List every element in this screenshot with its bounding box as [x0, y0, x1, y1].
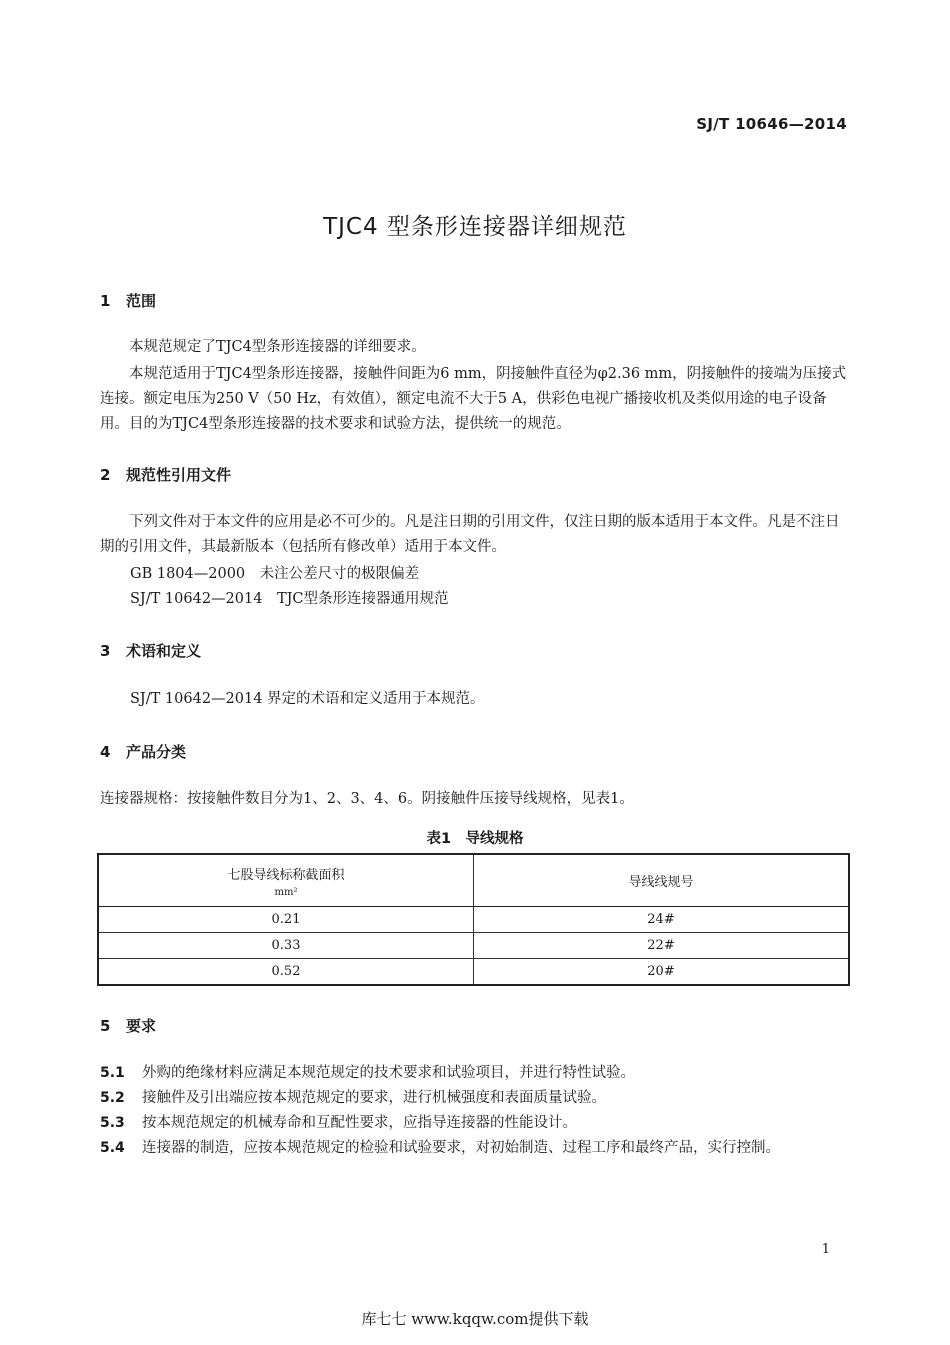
- standard-code: SJ/T 10646—2014: [696, 115, 847, 133]
- section-title: 产品分类: [126, 743, 187, 761]
- section-1-para-2: 本规范适用于TJC4型条形连接器，接触件间距为6 mm，阴接触件直径为φ2.36 mm，阴接触件的接端为压接式连接。额定电压为250 V（50 Hz，有效值），额定电流不大于5 A，供彩色电视广播接收机及类似用途的电子设备用。目的为TJC4型条形连接器的技术要求和试验方法，提供统一的规范。: [100, 366, 847, 432]
- section-3-heading: [100, 640, 201, 661]
- section-4-para: 连接器规格：按接触件数目分为1、2、3、4、6。阴接触件压接导线规格，见表1。: [100, 791, 634, 807]
- section-3-para: SJ/T 10642—2014 界定的术语和定义适用于本规范。: [130, 691, 485, 707]
- requirement-item: [100, 1136, 850, 1161]
- section-number: 5: [100, 1017, 111, 1035]
- table-cell-gauge: 20#: [474, 959, 850, 986]
- reference-item: GB 1804—2000 未注公差尺寸的极限偏差: [130, 566, 420, 582]
- section-number: 3: [100, 642, 111, 660]
- requirement-text: 外购的绝缘材料应满足本规范规定的技术要求和试验项目，并进行特性试验。: [142, 1065, 635, 1081]
- section-title: 要求: [126, 1017, 157, 1035]
- table-row: [98, 933, 849, 959]
- section-number: 2: [100, 466, 111, 484]
- section-number: 1: [100, 292, 111, 310]
- requirement-item: [100, 1086, 850, 1111]
- section-number: 4: [100, 743, 111, 761]
- requirement-text: 按本规范规定的机械寿命和互配性要求，应指导连接器的性能设计。: [142, 1115, 577, 1131]
- table-cell-area: 0.33: [98, 933, 474, 959]
- table-cell-area: 0.52: [98, 959, 474, 986]
- section-2-para: 下列文件对于本文件的应用是必不可少的。凡是注日期的引用文件，仅注日期的版本适用于本文件。凡是不注日期的引用文件，其最新版本（包括所有修改单）适用于本文件。: [100, 514, 840, 555]
- requirement-text: 连接器的制造，应按本规范规定的检验和试验要求，对初始制造、过程工序和最终产品，实行控制。: [142, 1140, 780, 1156]
- requirement-item: [100, 1111, 850, 1136]
- section-1-heading: [100, 290, 156, 311]
- table-row: [98, 959, 849, 986]
- section-title: 术语和定义: [126, 642, 202, 660]
- table-row: [98, 907, 849, 933]
- table-cell-gauge: 22#: [474, 933, 850, 959]
- section-2-heading: [100, 464, 231, 485]
- section-1-para-1: 本规范规定了TJC4型条形连接器的详细要求。: [129, 339, 426, 355]
- reference-item: SJ/T 10642—2014 TJC型条形连接器通用规范: [130, 591, 449, 607]
- section-4-heading: [100, 741, 186, 762]
- document-title: TJC4 型条形连接器详细规范: [323, 214, 627, 240]
- table-caption: 表1 导线规格: [426, 831, 524, 847]
- section-5-heading: [100, 1015, 156, 1036]
- table-cell-gauge: 24#: [474, 907, 850, 933]
- table-header-row: [98, 854, 849, 907]
- column-header-area: [98, 854, 474, 907]
- requirement-number: 5.2: [100, 1090, 125, 1106]
- requirement-number: 5.4: [100, 1140, 125, 1156]
- wire-spec-table: [97, 853, 850, 986]
- section-title: 规范性引用文件: [126, 466, 232, 484]
- column-header-label: 七股导线标称截面积: [227, 867, 345, 883]
- requirement-item: [100, 1061, 850, 1086]
- section-title: 范围: [126, 292, 157, 310]
- column-header-unit: mm²: [274, 886, 298, 898]
- column-header-gauge: 导线线规号: [474, 854, 850, 907]
- requirement-number: 5.3: [100, 1115, 125, 1131]
- download-footer: 库七七 www.kqqw.com提供下载: [361, 1310, 589, 1328]
- requirement-text: 接触件及引出端应按本规范规定的要求，进行机械强度和表面质量试验。: [142, 1090, 606, 1106]
- page-number: 1: [821, 1242, 830, 1257]
- requirement-number: 5.1: [100, 1065, 125, 1081]
- table-cell-area: 0.21: [98, 907, 474, 933]
